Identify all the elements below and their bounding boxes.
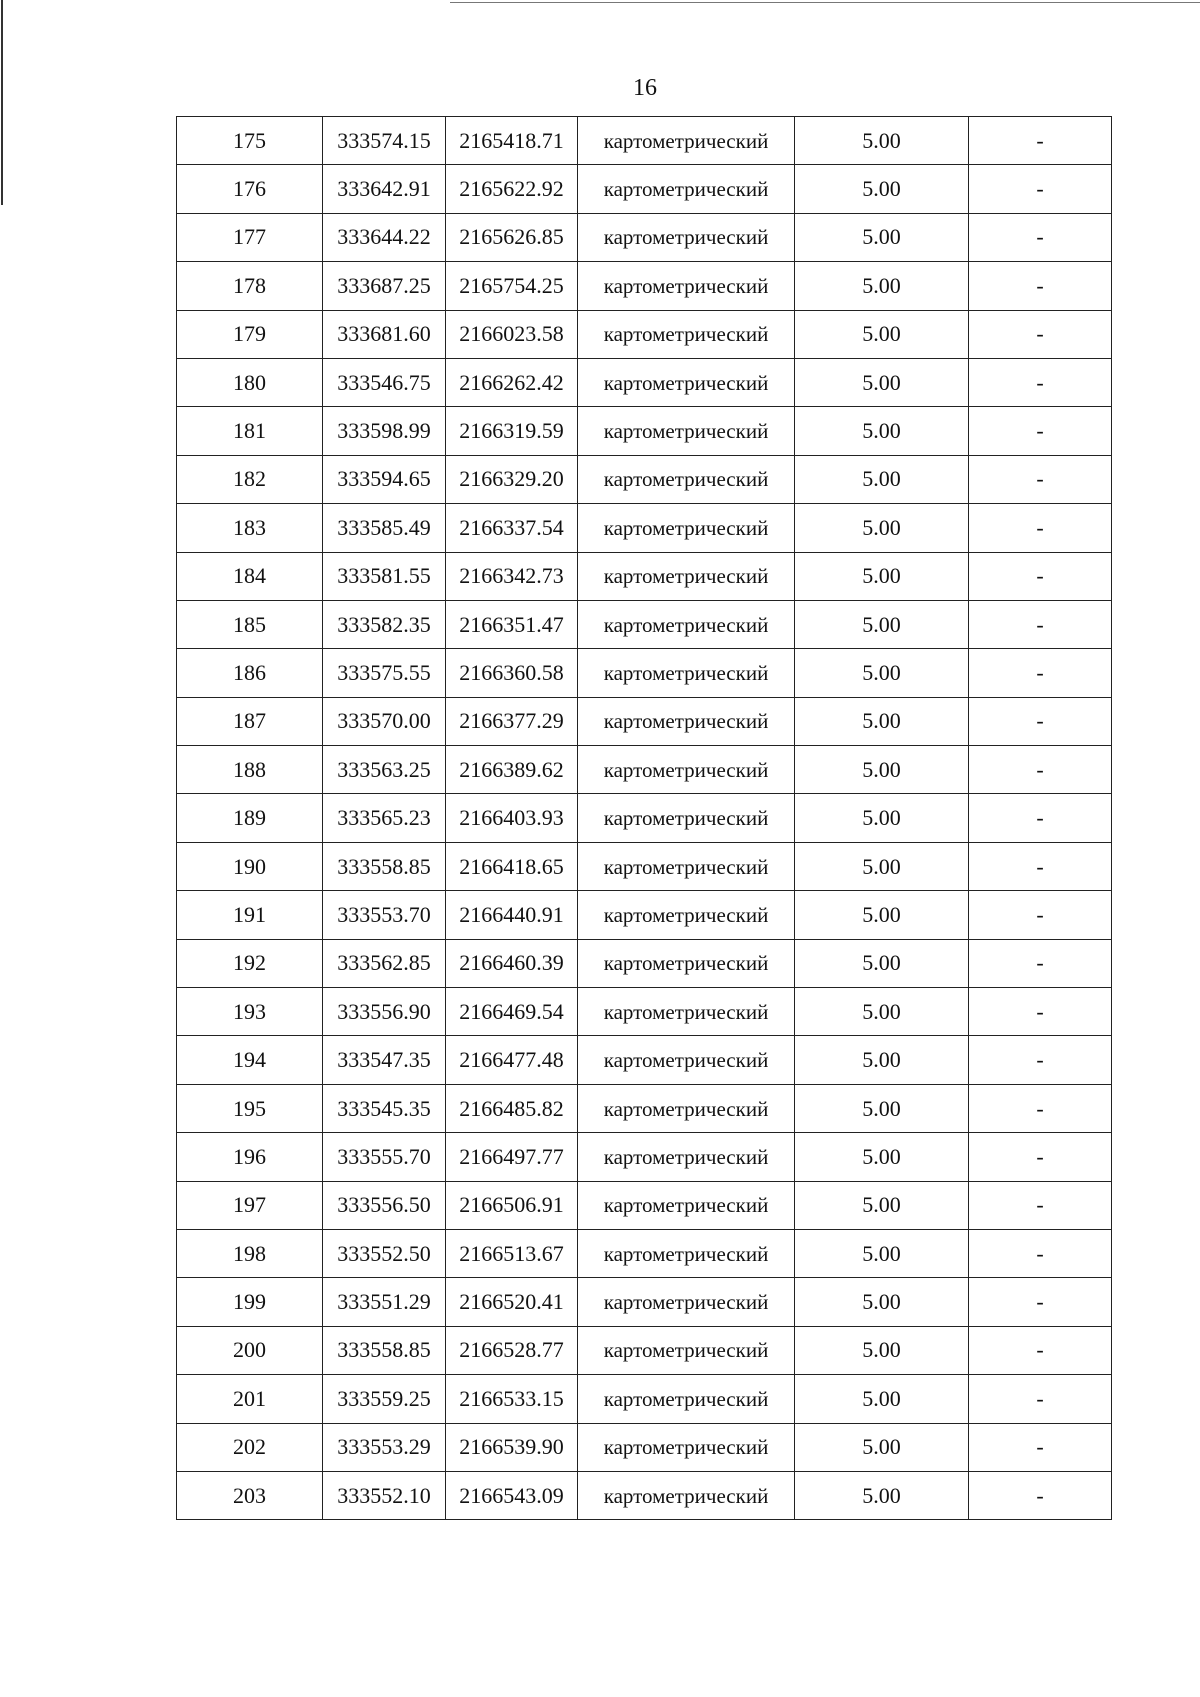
cell-note: - <box>969 1423 1112 1471</box>
cell-y-coordinate: 2166506.91 <box>446 1181 578 1229</box>
cell-point-number: 193 <box>177 988 323 1036</box>
cell-x-coordinate: 333558.85 <box>323 842 446 890</box>
cell-accuracy: 5.00 <box>795 117 969 165</box>
cell-note: - <box>969 697 1112 745</box>
cell-point-number: 203 <box>177 1471 323 1519</box>
cell-accuracy: 5.00 <box>795 310 969 358</box>
cell-point-number: 182 <box>177 455 323 503</box>
cell-accuracy: 5.00 <box>795 358 969 406</box>
cell-x-coordinate: 333558.85 <box>323 1326 446 1374</box>
table-row <box>177 842 1112 890</box>
cell-point-number: 198 <box>177 1229 323 1277</box>
cell-accuracy: 5.00 <box>795 213 969 261</box>
cell-point-number: 180 <box>177 358 323 406</box>
cell-method: картометрический <box>578 697 795 745</box>
table-row <box>177 746 1112 794</box>
cell-accuracy: 5.00 <box>795 1084 969 1132</box>
cell-method: картометрический <box>578 358 795 406</box>
cell-accuracy: 5.00 <box>795 842 969 890</box>
cell-note: - <box>969 552 1112 600</box>
cell-accuracy: 5.00 <box>795 649 969 697</box>
cell-point-number: 200 <box>177 1326 323 1374</box>
cell-x-coordinate: 333559.25 <box>323 1375 446 1423</box>
cell-point-number: 179 <box>177 310 323 358</box>
cell-y-coordinate: 2166418.65 <box>446 842 578 890</box>
cell-x-coordinate: 333598.99 <box>323 407 446 455</box>
cell-y-coordinate: 2166329.20 <box>446 455 578 503</box>
cell-y-coordinate: 2166262.42 <box>446 358 578 406</box>
cell-x-coordinate: 333553.29 <box>323 1423 446 1471</box>
cell-y-coordinate: 2166528.77 <box>446 1326 578 1374</box>
cell-y-coordinate: 2166337.54 <box>446 504 578 552</box>
cell-note: - <box>969 262 1112 310</box>
cell-note: - <box>969 988 1112 1036</box>
cell-note: - <box>969 455 1112 503</box>
cell-y-coordinate: 2165754.25 <box>446 262 578 310</box>
cell-accuracy: 5.00 <box>795 1471 969 1519</box>
cell-note: - <box>969 310 1112 358</box>
cell-accuracy: 5.00 <box>795 1326 969 1374</box>
cell-y-coordinate: 2166351.47 <box>446 600 578 648</box>
cell-accuracy: 5.00 <box>795 455 969 503</box>
cell-point-number: 199 <box>177 1278 323 1326</box>
cell-x-coordinate: 333644.22 <box>323 213 446 261</box>
cell-y-coordinate: 2166469.54 <box>446 988 578 1036</box>
cell-note: - <box>969 1181 1112 1229</box>
cell-y-coordinate: 2165418.71 <box>446 117 578 165</box>
table-row <box>177 1423 1112 1471</box>
page-number: 16 <box>633 75 657 101</box>
cell-note: - <box>969 407 1112 455</box>
cell-x-coordinate: 333681.60 <box>323 310 446 358</box>
cell-x-coordinate: 333594.65 <box>323 455 446 503</box>
cell-accuracy: 5.00 <box>795 1278 969 1326</box>
cell-accuracy: 5.00 <box>795 165 969 213</box>
cell-point-number: 189 <box>177 794 323 842</box>
cell-note: - <box>969 649 1112 697</box>
cell-note: - <box>969 746 1112 794</box>
cell-method: картометрический <box>578 1084 795 1132</box>
cell-method: картометрический <box>578 165 795 213</box>
cell-note: - <box>969 165 1112 213</box>
cell-method: картометрический <box>578 1326 795 1374</box>
cell-note: - <box>969 213 1112 261</box>
cell-accuracy: 5.00 <box>795 600 969 648</box>
cell-x-coordinate: 333556.50 <box>323 1181 446 1229</box>
cell-y-coordinate: 2166023.58 <box>446 310 578 358</box>
cell-accuracy: 5.00 <box>795 1423 969 1471</box>
cell-note: - <box>969 1375 1112 1423</box>
cell-point-number: 196 <box>177 1133 323 1181</box>
cell-point-number: 177 <box>177 213 323 261</box>
cell-accuracy: 5.00 <box>795 988 969 1036</box>
cell-x-coordinate: 333551.29 <box>323 1278 446 1326</box>
cell-method: картометрический <box>578 988 795 1036</box>
cell-point-number: 201 <box>177 1375 323 1423</box>
cell-y-coordinate: 2166403.93 <box>446 794 578 842</box>
cell-y-coordinate: 2166342.73 <box>446 552 578 600</box>
cell-y-coordinate: 2166520.41 <box>446 1278 578 1326</box>
table-row <box>177 455 1112 503</box>
cell-note: - <box>969 117 1112 165</box>
cell-method: картометрический <box>578 939 795 987</box>
cell-y-coordinate: 2166377.29 <box>446 697 578 745</box>
table-row <box>177 1375 1112 1423</box>
cell-accuracy: 5.00 <box>795 1133 969 1181</box>
cell-x-coordinate: 333574.15 <box>323 117 446 165</box>
cell-x-coordinate: 333545.35 <box>323 1084 446 1132</box>
cell-accuracy: 5.00 <box>795 1229 969 1277</box>
cell-accuracy: 5.00 <box>795 697 969 745</box>
cell-y-coordinate: 2166513.67 <box>446 1229 578 1277</box>
table-row <box>177 165 1112 213</box>
cell-point-number: 187 <box>177 697 323 745</box>
cell-method: картометрический <box>578 794 795 842</box>
cell-method: картометрический <box>578 649 795 697</box>
cell-y-coordinate: 2166460.39 <box>446 939 578 987</box>
cell-y-coordinate: 2166497.77 <box>446 1133 578 1181</box>
table-row <box>177 213 1112 261</box>
cell-point-number: 176 <box>177 165 323 213</box>
cell-accuracy: 5.00 <box>795 262 969 310</box>
table-row <box>177 1036 1112 1084</box>
cell-x-coordinate: 333575.55 <box>323 649 446 697</box>
cell-method: картометрический <box>578 891 795 939</box>
table-row <box>177 1471 1112 1519</box>
cell-point-number: 181 <box>177 407 323 455</box>
cell-y-coordinate: 2166440.91 <box>446 891 578 939</box>
scan-edge-left <box>1 0 3 205</box>
scan-edge-top <box>450 2 1200 3</box>
cell-x-coordinate: 333556.90 <box>323 988 446 1036</box>
cell-y-coordinate: 2166543.09 <box>446 1471 578 1519</box>
cell-point-number: 188 <box>177 746 323 794</box>
table-row <box>177 1181 1112 1229</box>
cell-accuracy: 5.00 <box>795 794 969 842</box>
cell-y-coordinate: 2166533.15 <box>446 1375 578 1423</box>
cell-point-number: 192 <box>177 939 323 987</box>
table-row <box>177 117 1112 165</box>
table-row <box>177 697 1112 745</box>
cell-note: - <box>969 794 1112 842</box>
cell-accuracy: 5.00 <box>795 891 969 939</box>
cell-note: - <box>969 842 1112 890</box>
cell-x-coordinate: 333582.35 <box>323 600 446 648</box>
cell-method: картометрический <box>578 746 795 794</box>
cell-x-coordinate: 333552.50 <box>323 1229 446 1277</box>
cell-accuracy: 5.00 <box>795 746 969 794</box>
cell-accuracy: 5.00 <box>795 1181 969 1229</box>
table-row <box>177 358 1112 406</box>
cell-point-number: 183 <box>177 504 323 552</box>
cell-point-number: 194 <box>177 1036 323 1084</box>
cell-y-coordinate: 2165622.92 <box>446 165 578 213</box>
cell-method: картометрический <box>578 117 795 165</box>
cell-method: картометрический <box>578 1423 795 1471</box>
coordinates-table-body <box>177 117 1112 1520</box>
cell-y-coordinate: 2165626.85 <box>446 213 578 261</box>
cell-method: картометрический <box>578 1375 795 1423</box>
cell-note: - <box>969 1036 1112 1084</box>
cell-method: картометрический <box>578 310 795 358</box>
cell-method: картометрический <box>578 1471 795 1519</box>
cell-accuracy: 5.00 <box>795 407 969 455</box>
table-row <box>177 407 1112 455</box>
cell-method: картометрический <box>578 600 795 648</box>
cell-point-number: 197 <box>177 1181 323 1229</box>
table-row <box>177 552 1112 600</box>
table-row <box>177 649 1112 697</box>
cell-method: картометрический <box>578 407 795 455</box>
cell-x-coordinate: 333642.91 <box>323 165 446 213</box>
cell-method: картометрический <box>578 1181 795 1229</box>
cell-x-coordinate: 333552.10 <box>323 1471 446 1519</box>
cell-method: картометрический <box>578 262 795 310</box>
cell-x-coordinate: 333585.49 <box>323 504 446 552</box>
cell-note: - <box>969 1471 1112 1519</box>
cell-point-number: 175 <box>177 117 323 165</box>
cell-method: картометрический <box>578 1036 795 1084</box>
cell-y-coordinate: 2166319.59 <box>446 407 578 455</box>
table-row <box>177 504 1112 552</box>
cell-method: картометрический <box>578 504 795 552</box>
cell-point-number: 202 <box>177 1423 323 1471</box>
cell-note: - <box>969 1326 1112 1374</box>
cell-x-coordinate: 333565.23 <box>323 794 446 842</box>
cell-point-number: 186 <box>177 649 323 697</box>
cell-point-number: 185 <box>177 600 323 648</box>
cell-note: - <box>969 1084 1112 1132</box>
cell-point-number: 195 <box>177 1084 323 1132</box>
cell-x-coordinate: 333562.85 <box>323 939 446 987</box>
cell-note: - <box>969 891 1112 939</box>
cell-x-coordinate: 333553.70 <box>323 891 446 939</box>
cell-note: - <box>969 504 1112 552</box>
cell-note: - <box>969 939 1112 987</box>
table-row <box>177 1133 1112 1181</box>
table-row <box>177 891 1112 939</box>
cell-method: картометрический <box>578 213 795 261</box>
cell-method: картометрический <box>578 1278 795 1326</box>
cell-method: картометрический <box>578 1133 795 1181</box>
cell-y-coordinate: 2166389.62 <box>446 746 578 794</box>
cell-y-coordinate: 2166485.82 <box>446 1084 578 1132</box>
table-row <box>177 794 1112 842</box>
table-row <box>177 939 1112 987</box>
table-row <box>177 1229 1112 1277</box>
table-row <box>177 600 1112 648</box>
cell-point-number: 190 <box>177 842 323 890</box>
cell-accuracy: 5.00 <box>795 1375 969 1423</box>
table-row <box>177 310 1112 358</box>
cell-accuracy: 5.00 <box>795 1036 969 1084</box>
cell-point-number: 184 <box>177 552 323 600</box>
cell-accuracy: 5.00 <box>795 504 969 552</box>
table-row <box>177 1084 1112 1132</box>
cell-accuracy: 5.00 <box>795 939 969 987</box>
coordinates-table <box>176 116 1112 1520</box>
cell-note: - <box>969 1229 1112 1277</box>
cell-point-number: 178 <box>177 262 323 310</box>
cell-note: - <box>969 358 1112 406</box>
table-row <box>177 988 1112 1036</box>
cell-accuracy: 5.00 <box>795 552 969 600</box>
cell-x-coordinate: 333581.55 <box>323 552 446 600</box>
cell-note: - <box>969 1278 1112 1326</box>
table-row <box>177 1278 1112 1326</box>
cell-note: - <box>969 1133 1112 1181</box>
cell-x-coordinate: 333555.70 <box>323 1133 446 1181</box>
cell-x-coordinate: 333546.75 <box>323 358 446 406</box>
cell-method: картометрический <box>578 455 795 503</box>
cell-x-coordinate: 333687.25 <box>323 262 446 310</box>
cell-y-coordinate: 2166360.58 <box>446 649 578 697</box>
cell-method: картометрический <box>578 842 795 890</box>
table-row <box>177 262 1112 310</box>
cell-x-coordinate: 333547.35 <box>323 1036 446 1084</box>
cell-method: картометрический <box>578 552 795 600</box>
cell-y-coordinate: 2166477.48 <box>446 1036 578 1084</box>
cell-method: картометрический <box>578 1229 795 1277</box>
cell-point-number: 191 <box>177 891 323 939</box>
cell-y-coordinate: 2166539.90 <box>446 1423 578 1471</box>
cell-x-coordinate: 333563.25 <box>323 746 446 794</box>
cell-x-coordinate: 333570.00 <box>323 697 446 745</box>
cell-note: - <box>969 600 1112 648</box>
table-row <box>177 1326 1112 1374</box>
